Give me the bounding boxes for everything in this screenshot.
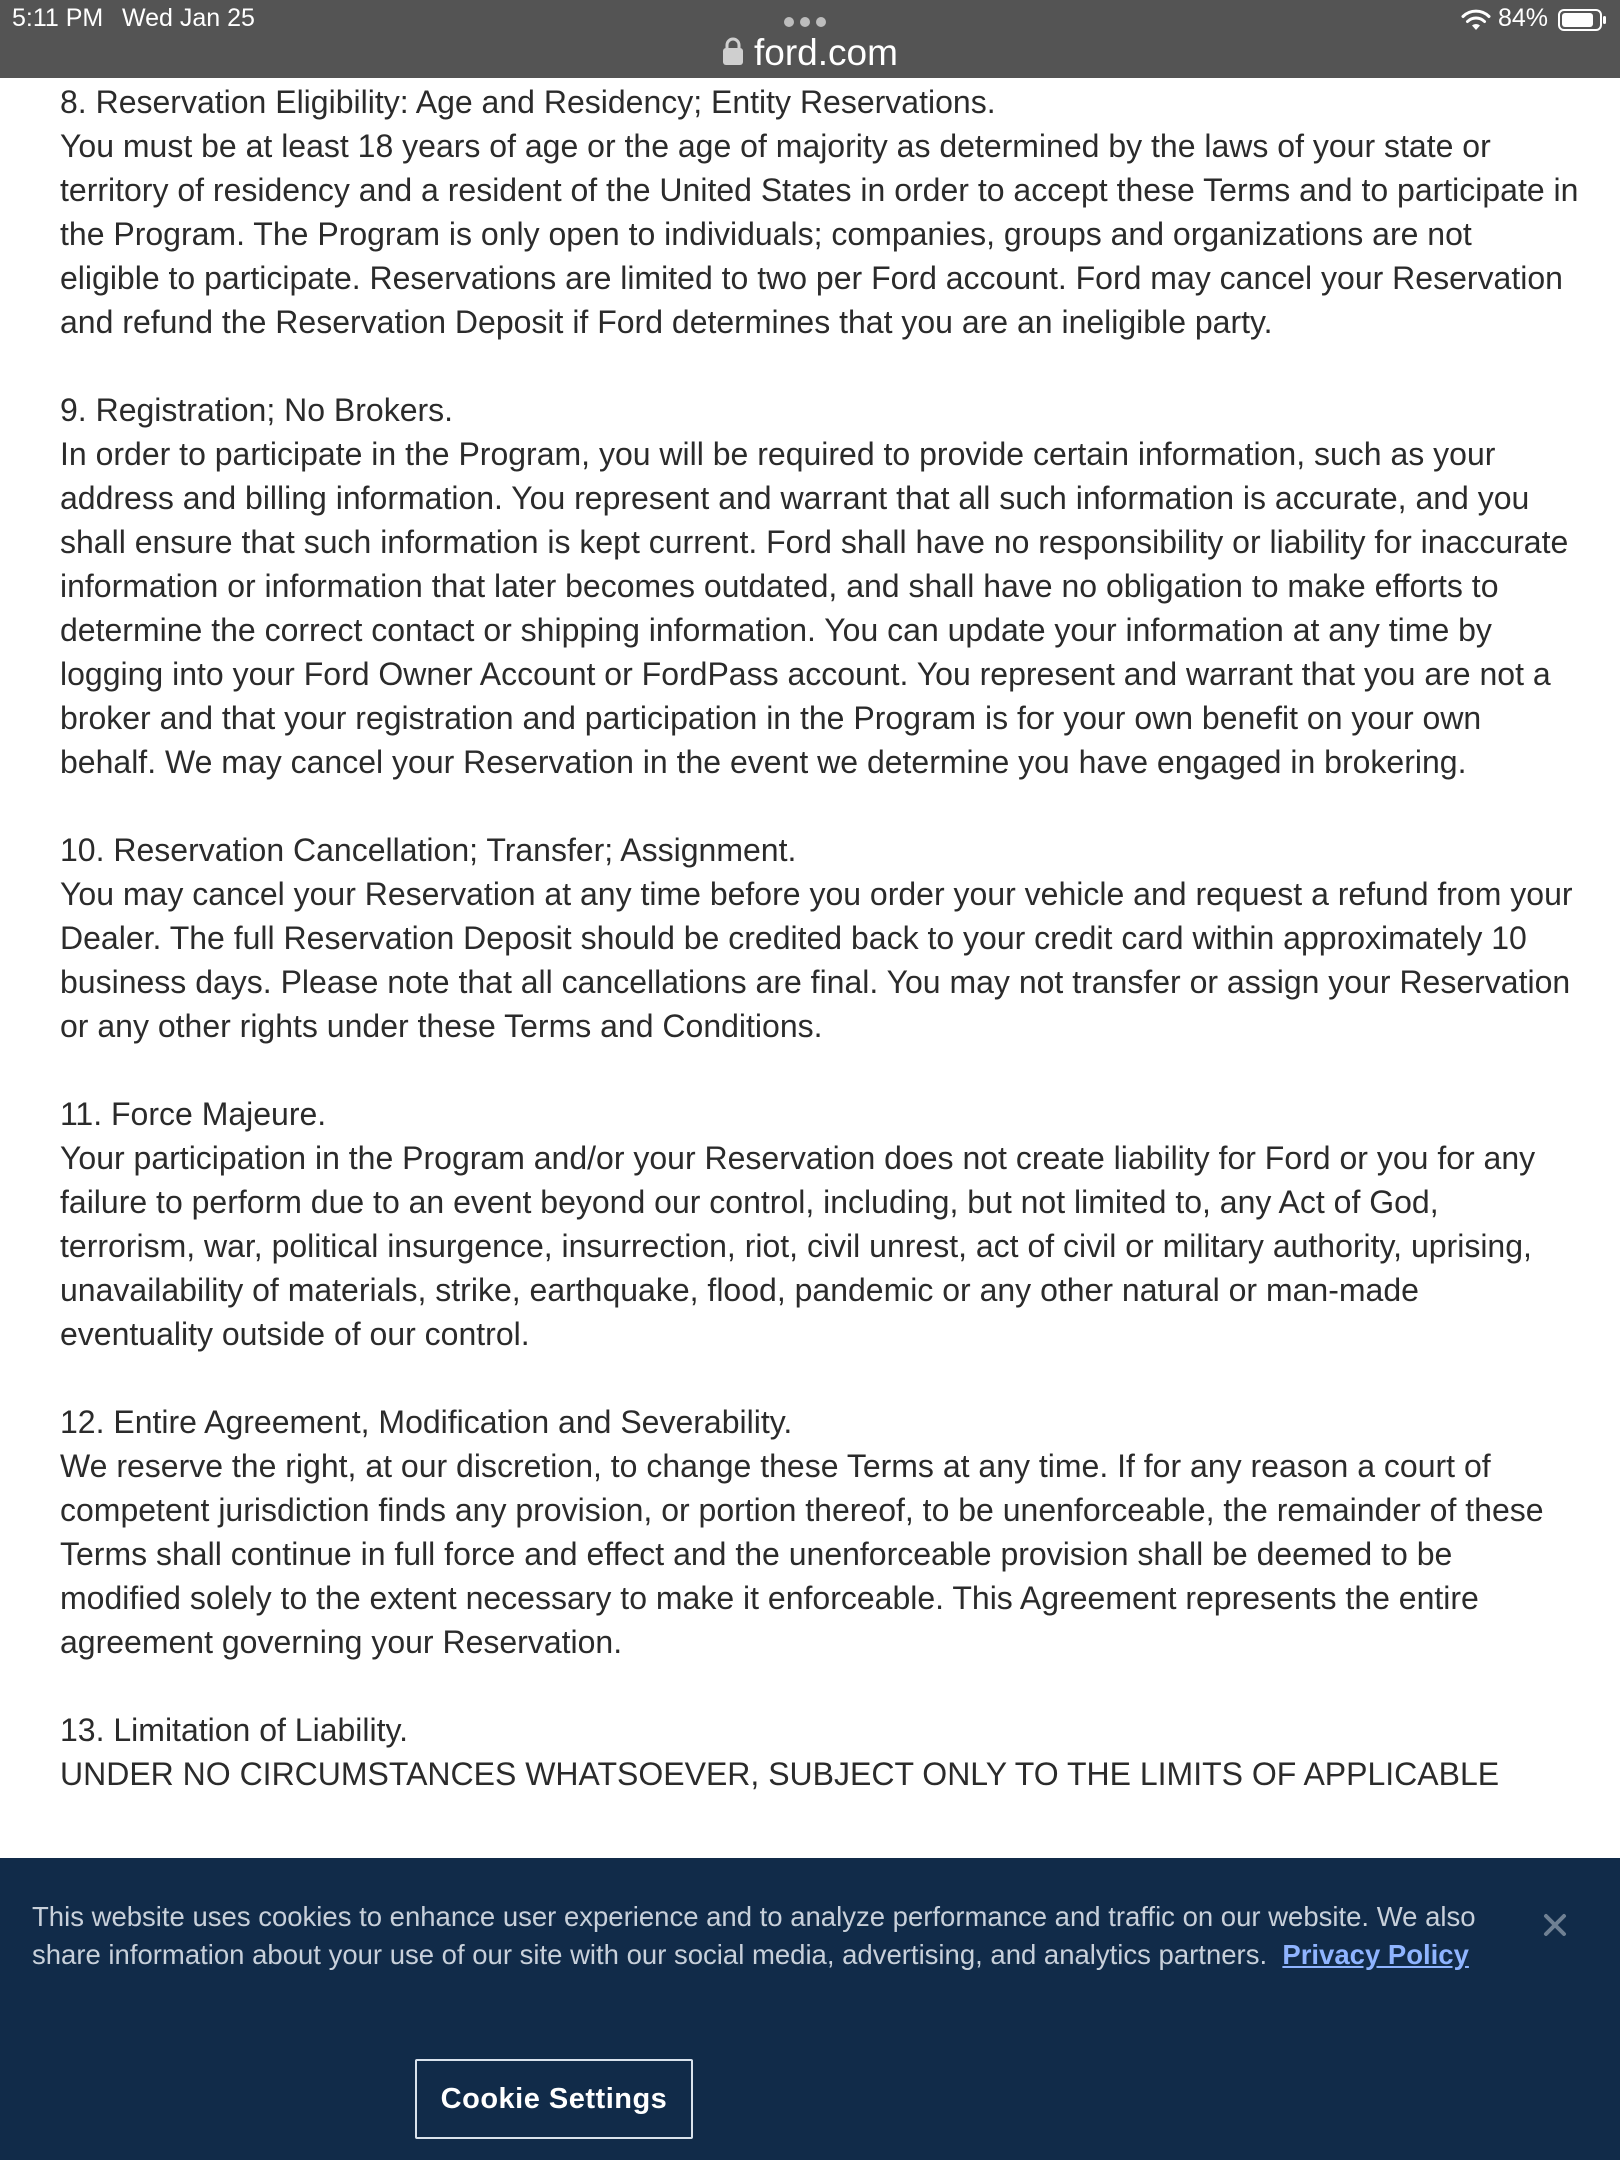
url-host[interactable]: ford.com [754, 32, 898, 73]
browser-top-bar [0, 0, 1620, 78]
section-body: Your participation in the Program and/or your Reservation does not create liability for Ford or you for any failure to perform due to an event beyond our control, including, but not limited to, any Act of God, terrorism, war, political insurgence, insurrection, riot, civil unrest, act of civil or military authority, uprising, unavailability of materials, strike, earthquake, flood, pandemic or any other natural or man-made eventuality outside of our control. [60, 1140, 1536, 1352]
section-heading: 12. Entire Agreement, Modification and Severability. [60, 1404, 793, 1440]
cookie-message-text: This website uses cookies to enhance user experience and to analyze performance and traffic on our website. We also share information about your use of our site with our social media, advertising, and analytics partners. [32, 1901, 1476, 1970]
wifi-icon [1460, 8, 1492, 32]
terms-section [60, 1400, 1580, 1664]
terms-section [60, 1092, 1580, 1356]
battery-icon [1558, 8, 1608, 32]
terms-section [60, 1708, 1580, 1796]
section-heading: 13. Limitation of Liability. [60, 1712, 409, 1748]
terms-section [60, 828, 1580, 1048]
section-heading: 9. Registration; No Brokers. [60, 392, 454, 428]
lock-icon [722, 36, 744, 66]
cookie-settings-button[interactable]: Cookie Settings [415, 2059, 693, 2139]
terms-section [60, 80, 1580, 344]
section-heading: 10. Reservation Cancellation; Transfer; Assignment. [60, 832, 797, 868]
cookie-banner [0, 1858, 1620, 2160]
section-heading: 8. Reservation Eligibility: Age and Residency; Entity Reservations. [60, 84, 996, 120]
status-date: Wed Jan 25 [122, 4, 255, 32]
section-body: UNDER NO CIRCUMSTANCES WHATSOEVER, SUBJECT ONLY TO THE LIMITS OF APPLICABLE [60, 1756, 1500, 1792]
section-body: You may cancel your Reservation at any time before you order your vehicle and request a refund from your Dealer. The full Reservation Deposit should be credited back to your credit card within approximately 10 business days. Please note that all cancellations are final. You may not transfer or assign your Reservation or any other rights under these Terms and Conditions. [60, 876, 1573, 1044]
cookie-message [32, 1898, 1502, 1974]
terms-content [60, 80, 1580, 1840]
more-dots-icon[interactable] [784, 12, 836, 24]
close-icon[interactable] [1538, 1908, 1572, 1942]
privacy-policy-link[interactable]: Privacy Policy [1282, 1939, 1469, 1970]
section-body: In order to participate in the Program, you will be required to provide certain information, such as your address and billing information. You represent and warrant that all such information is accurate, and you shall ensure that such information is kept current. Ford shall have no responsibility or liability for inaccurate information or information that later becomes outdated, and shall have no obligation to make efforts to determine the correct contact or shipping information. You can update your information at any time by logging into your Ford Owner Account or FordPass account. You represent and warrant that you are not a broker and that your registration and participation in the Program is for your own benefit on your own behalf. We may cancel your Reservation in the event we determine you have engaged in brokering. [60, 436, 1569, 780]
battery-percentage: 84% [1498, 4, 1549, 32]
status-time: 5:11 PM [12, 4, 104, 32]
section-heading: 11. Force Majeure. [60, 1096, 327, 1132]
terms-section [60, 388, 1580, 784]
section-body: We reserve the right, at our discretion, to change these Terms at any time. If for any reason a court of competent jurisdiction finds any provision, or portion thereof, to be unenforceable, the remainder of these Terms shall continue in full force and effect and the unenforceable provision shall be deemed to be modified solely to the extent necessary to make it enforceable. This Agreement represents the entire agreement governing your Reservation. [60, 1448, 1544, 1660]
section-body: You must be at least 18 years of age or the age of majority as determined by the laws of your state or territory of residency and a resident of the United States in order to accept these Terms and to participate in the Program. The Program is only open to individuals; companies, groups and organizations are not eligible to participate. Reservations are limited to two per Ford account. Ford may cancel your Reservation and refund the Reservation Deposit if Ford determines that you are an ineligible party. [60, 128, 1579, 340]
